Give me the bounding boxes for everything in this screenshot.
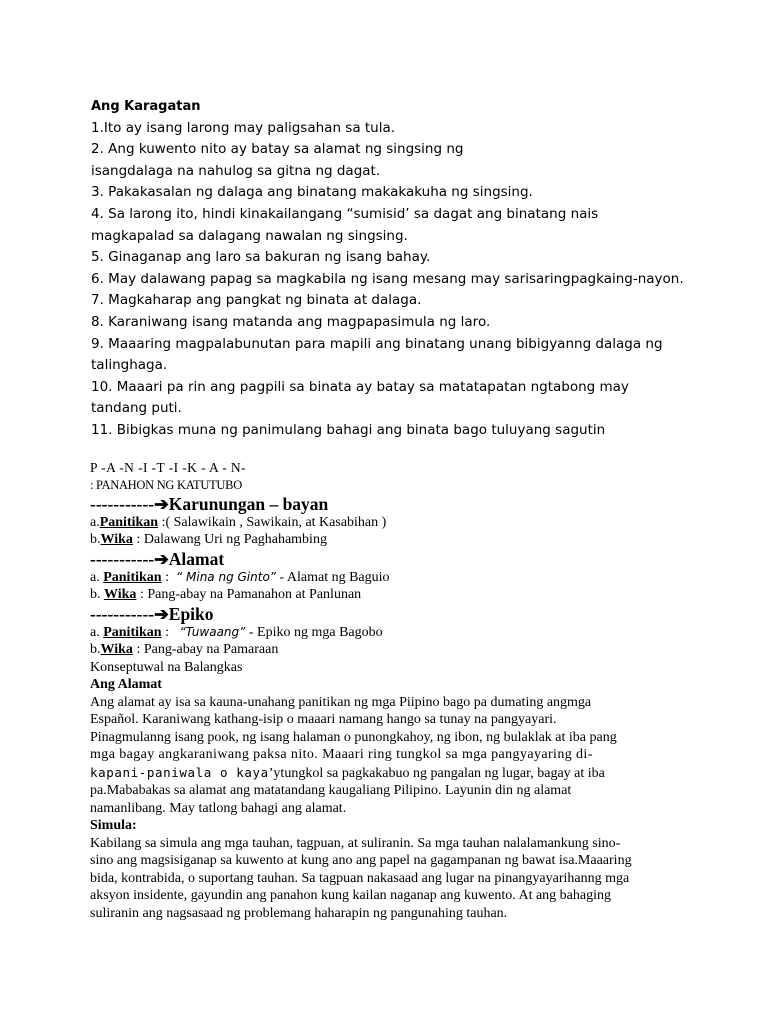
heading-text: Alamat (168, 548, 225, 569)
list-line: 3. Pakakasalan ng dalaga ang binatang makakakuha ng singsing. (91, 184, 533, 201)
item-sep: : (161, 624, 180, 640)
list-line: talinghaga. (91, 357, 168, 374)
wika-label: Wika (100, 532, 133, 548)
panitikan-label: Panitikan (99, 514, 159, 530)
list-line: 2. Ang kuwento nito ay batay sa alamat ng singsing ng (91, 141, 464, 158)
list-line: 5. Ginaganap ang laro sa bakuran ng isang bahay. (91, 249, 431, 266)
item-a (90, 514, 730, 532)
wika-label: Wika (100, 642, 133, 658)
item-text: : Pang-abay na Pamanahon at Panlunan (136, 587, 362, 603)
paragraph-line: Español. Karaniwang kathang-isip o maaari namang hango sa tunay na pangyayari. (90, 712, 557, 728)
list-line: 1.Ito ay isang larong may paligsahan sa tula. (91, 119, 396, 136)
alamat-title: Ang Alamat (90, 677, 162, 693)
paragraph-line: Pinagmulanng isang pook, ng isang halaman o punongkahoy, ng ibon, ng bulaklak at iba pang (90, 729, 617, 745)
list-line: tandang puti. (91, 400, 182, 417)
paragraph-line: mga bagay angkaraniwang paksa nito. Maaari ring tungkol sa mga pangyayaring di- (90, 747, 593, 763)
heading-text: Karunungan – bayan (168, 493, 329, 514)
item-italic: “Tuwaang” (179, 624, 246, 639)
section-title: Ang Karagatan (91, 99, 201, 114)
item-a (90, 569, 730, 587)
paragraph-line: aksyon insidente, gayundin ang panahon kung kailan naganap ang kuwento. At ang bahaging (90, 888, 611, 904)
item-text: :( Salawikain , Sawikain, at Kasabihan ) (158, 514, 387, 530)
paragraph-line: namanlibang. May tatlong bahagi ang alamat. (90, 800, 347, 816)
paragraph-line: Kabilang sa simula ang mga tauhan, tagpuan, at suliranin. Sa mga tauhan nalalamankung sino- (90, 835, 621, 851)
panitikan-header: P -A -N -I -T -I -K - A - N- (90, 460, 246, 475)
item-prefix: a. (90, 514, 100, 530)
item-b (90, 531, 730, 549)
item-prefix: b. (90, 587, 104, 603)
item-prefix: b. (90, 642, 101, 658)
list-line: isangdalaga na nahulog sa gitna ng dagat. (91, 162, 381, 179)
list-line: 9. Maaaring magpalabunutan para mapili ang binatang unang bibigyanng dalaga ng (91, 335, 663, 352)
alamat-heading (90, 549, 730, 569)
item-text: : Dalawang Uri ng Paghahambing (132, 532, 327, 548)
item-prefix: a. (90, 624, 104, 640)
panahon-label: : PANAHON NG KATUTUBO (90, 477, 242, 492)
arrow-icon: ➔ (154, 603, 169, 624)
item-italic: “ Mina ng Ginto” (175, 569, 276, 584)
item-a (90, 624, 730, 642)
item-text: - Alamat ng Baguio (276, 569, 390, 585)
paragraph-line: Ang alamat ay isa sa kauna-unahang panitikan ng mga Piipino bago pa dumating angmga (90, 694, 592, 710)
item-prefix: a. (90, 569, 104, 585)
wika-label: Wika (104, 587, 137, 603)
paragraph-line: sino ang magsisiganap sa kuwento at kung ano ang papel na gagampanan ng bawat isa.Maaaring (90, 853, 632, 869)
list-line: 8. Karaniwang isang matanda ang magpapasimula ng laro. (91, 313, 491, 330)
mono-fragment: kapani-paniwala o kaya (90, 764, 269, 780)
paragraph-line: suliranin ang nagsasaad ng problemang haharapin ng pangunahing tauhan. (90, 905, 508, 921)
karagatan-section (91, 96, 721, 442)
list-line: 6. May dalawang papag sa magkabila ng isang mesang may sarisaringpagkaing-nayon. (91, 270, 684, 287)
list-line: 10. Maaari pa rin ang pagpili sa binata ay batay sa matatapatan ngtabong may (91, 378, 629, 395)
dash-line: ----------- (90, 548, 155, 569)
dash-line: ----------- (90, 493, 155, 514)
dash-line: ----------- (90, 603, 155, 624)
simula-title: Simula: (90, 818, 137, 834)
item-text: - Epiko ng mga Bagobo (245, 624, 383, 640)
arrow-icon: ➔ (154, 548, 169, 569)
list-line: 4. Sa larong ito, hindi kinakailangang “sumisid’ sa dagat ang binatang nais (91, 205, 599, 222)
panitikan-label: Panitikan (103, 569, 162, 585)
list-line: 11. Bibigkas muna ng panimulang bahagi ang binata bago tuluyang sagutin (91, 421, 606, 438)
panitikan-label: Panitikan (103, 624, 162, 640)
line-rest: ’ytungkol sa pagkakabuo ng pangalan ng lugar, bagay at iba (268, 765, 605, 781)
epiko-heading (90, 604, 730, 624)
list-line: magkapalad sa dalagang nawalan ng singsing. (91, 227, 408, 244)
item-prefix: b. (90, 532, 101, 548)
item-sep: : (161, 569, 176, 585)
paragraph-line: pa.Mababakas sa alamat ang matatandang kaugaliang Pilipino. Layunin din ng alamat (90, 783, 572, 799)
konseptuwal-label: Konseptuwal na Balangkas (90, 659, 243, 675)
item-b (90, 586, 730, 604)
paragraph-line (90, 764, 730, 783)
panitikan-section (90, 460, 730, 922)
list-line: 7. Magkaharap ang pangkat ng binata at dalaga. (91, 292, 422, 309)
item-text: : Pang-abay na Pamaraan (132, 642, 279, 658)
heading-text: Epiko (168, 603, 214, 624)
arrow-icon: ➔ (154, 493, 169, 514)
paragraph-line: bida, kontrabida, o suportang tauhan. Sa tagpuan nakasaad ang lugar na pinangyayarihanng mga (90, 870, 630, 886)
item-b (90, 641, 730, 659)
karunungan-heading (90, 494, 730, 514)
